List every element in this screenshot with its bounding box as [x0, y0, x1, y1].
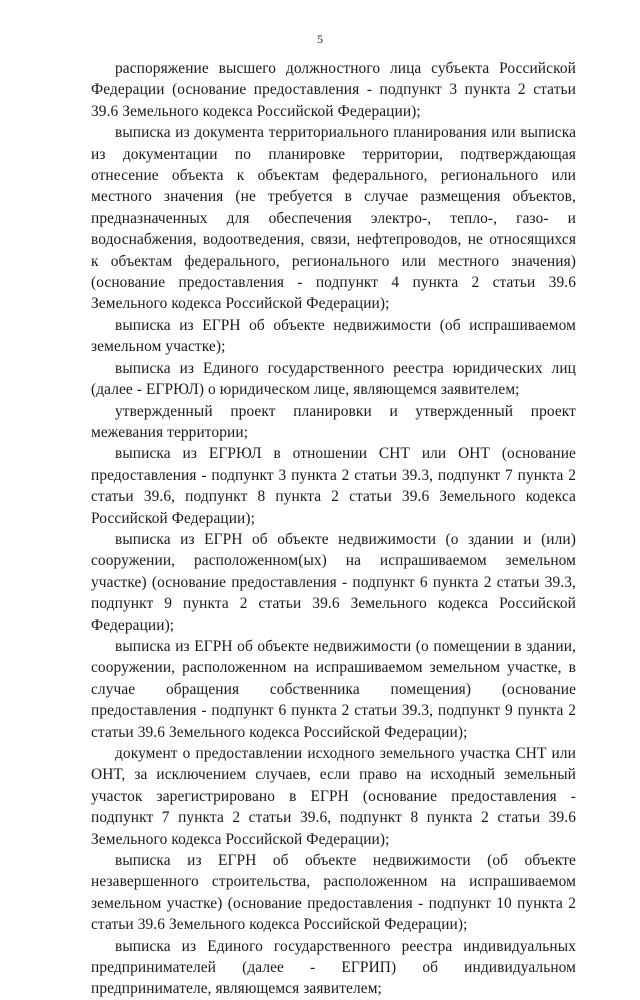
paragraph: документ о предоставлении исходного земельного участка СНТ или ОНТ, за исключением случаев, если право на исходный земельный участок зарегистрировано в ЕГРН (основание предоставления - подпункт 7 пункта 2 статьи 39.6, подпункт 8 пункта 2 статьи 39.6 Земельного кодекса Российской Федерации); [91, 745, 576, 848]
paragraph: выписка из ЕГРН об объекте недвижимости (об испрашиваемом земельном участке); [91, 316, 576, 356]
paragraph: выписка из ЕГРН об объекте недвижимости (об объекте незавершенного строительства, расположенном на испрашиваемом земельном участке) (основание предоставления - подпункт 10 пункта 2 статьи 39.6 Земельного кодекса Российской Федерации); [91, 852, 576, 934]
page-number: 5 [317, 32, 323, 46]
paragraph: выписка из ЕГРН об объекте недвижимости (о здании и (или) сооружении, расположенном(ых) на испрашиваемом земельном участке) (основание предоставления - подпункт 6 пункта 2 статьи 39.3, подпункт 9 пункта 2 статьи 39.6 Земельного кодекса Российской Федерации); [91, 530, 576, 634]
paragraph: распоряжение высшего должностного лица субъекта Российской Федерации (основание предоставления - подпункт 3 пункта 2 статьи 39.6 Земельного кодекса Российской Федерации); [91, 60, 576, 120]
paragraph: утвержденный проект планировки и утвержденный проект межевания территории; [91, 402, 576, 441]
paragraph: выписка из Единого государственного реестра индивидуальных предпринимателей (далее - ЕГРИП) об индивидуальном предпринимателе, являющемся заявителем; [91, 937, 576, 998]
document-body [91, 58, 576, 1000]
paragraph: выписка из ЕГРЮЛ в отношении СНТ или ОНТ (основание предоставления - подпункт 3 пункта 2 статьи 39.3, подпункт 7 пункта 2 статьи 39.6, подпункт 8 пункта 2 статьи 39.6 Земельного кодекса Российской Федерации); [91, 445, 576, 527]
paragraph: выписка из Единого государственного реестра юридических лиц (далее - ЕГРЮЛ) о юридическом лице, являющемся заявителем; [91, 359, 576, 399]
paragraph: выписка из документа территориального планирования или выписка из документации по планировке территории, подтверждающая отнесение объекта к объектам федерального, регионального или местного значения (не требуется в случае размещения объектов, предназначенных для обеспечения электро-, тепло-, газо- и водоснабжения, водоотведения, связи, нефтепроводов, не относящихся к объектам федерального, регионального или местного значения) (основание предоставления - подпункт 4 пункта 2 статьи 39.6 Земельного кодекса Российской Федерации); [91, 124, 576, 313]
paragraph: выписка из ЕГРН об объекте недвижимости (о помещении в здании, сооружении, расположенном на испрашиваемом земельном участке, в случае обращения собственника помещения) (основание предоставления - подпункт 6 пункта 2 статьи 39.3, подпункт 9 пункта 2 статьи 39.6 Земельного кодекса Российской Федерации); [91, 637, 576, 741]
